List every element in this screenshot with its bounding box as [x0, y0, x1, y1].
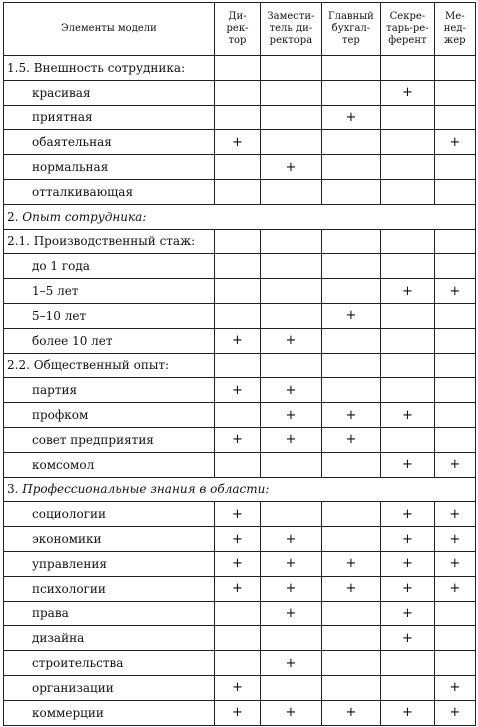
mark-cell: + [321, 551, 381, 576]
mark-cell [321, 626, 381, 651]
mark-cell [321, 527, 381, 552]
table-row [4, 105, 476, 130]
table-row [4, 353, 476, 378]
mark-cell: + [214, 700, 260, 725]
mark-cell: + [261, 551, 322, 576]
mark-cell: + [434, 576, 475, 601]
mark-cell [214, 601, 260, 626]
table-row [4, 328, 476, 353]
table-row [4, 427, 476, 452]
header-position-4: Секре- тарь-ре- ферент [381, 3, 434, 56]
mark-cell: + [381, 279, 434, 304]
mark-cell [321, 80, 381, 105]
table-row [4, 452, 476, 477]
mark-cell: + [381, 626, 434, 651]
mark-cell: + [261, 328, 322, 353]
header-model-elements: Элементы модели [4, 3, 215, 56]
table-row [4, 551, 476, 576]
mark-cell [261, 626, 322, 651]
mark-cell [261, 254, 322, 279]
row-item-label: управления [4, 551, 215, 576]
mark-cell [261, 502, 322, 527]
table-row [4, 378, 476, 403]
table-row [4, 155, 476, 180]
table-row [4, 179, 476, 204]
table-row [4, 56, 476, 81]
mark-cell [321, 353, 381, 378]
mark-cell [381, 353, 434, 378]
mark-cell [214, 353, 260, 378]
row-section-label [4, 204, 476, 229]
mark-cell [434, 651, 475, 676]
row-item-label: 1–5 лет [4, 279, 215, 304]
mark-cell: + [261, 700, 322, 725]
row-item-label: 5–10 лет [4, 303, 215, 328]
mark-cell [214, 626, 260, 651]
mark-cell [214, 303, 260, 328]
mark-cell [321, 155, 381, 180]
header-position-2: Замести- тель ди- ректора [261, 3, 322, 56]
row-section-label: 1.5. Внешность сотрудника: [4, 56, 215, 81]
table-row [4, 651, 476, 676]
mark-cell [321, 130, 381, 155]
mark-cell: + [261, 576, 322, 601]
header-position-1: Ди- рек- тор [214, 3, 260, 56]
mark-cell [261, 279, 322, 304]
mark-cell [214, 105, 260, 130]
mark-cell: + [381, 551, 434, 576]
mark-cell: + [214, 551, 260, 576]
mark-cell [381, 155, 434, 180]
mark-cell [261, 303, 322, 328]
mark-cell [321, 452, 381, 477]
mark-cell [261, 56, 322, 81]
row-item-label: до 1 года [4, 254, 215, 279]
mark-cell [381, 105, 434, 130]
mark-cell [381, 229, 434, 254]
mark-cell [434, 254, 475, 279]
mark-cell [261, 229, 322, 254]
mark-cell: + [321, 403, 381, 428]
table-row [4, 130, 476, 155]
mark-cell [321, 502, 381, 527]
row-item-label: совет предприятия [4, 427, 215, 452]
mark-cell [261, 105, 322, 130]
row-item-label: приятная [4, 105, 215, 130]
mark-cell [214, 452, 260, 477]
mark-cell: + [214, 378, 260, 403]
row-item-label: экономики [4, 527, 215, 552]
table-row [4, 626, 476, 651]
mark-cell [261, 353, 322, 378]
row-item-label: социологии [4, 502, 215, 527]
mark-cell: + [381, 403, 434, 428]
mark-cell [434, 303, 475, 328]
mark-cell [321, 279, 381, 304]
mark-cell [434, 179, 475, 204]
mark-cell [434, 378, 475, 403]
row-item-label: обаятельная [4, 130, 215, 155]
section-title: Опыт сотрудника: [22, 209, 147, 224]
mark-cell [261, 80, 322, 105]
mark-cell [434, 229, 475, 254]
mark-cell [321, 601, 381, 626]
row-section-label: 2.2. Общественный опыт: [4, 353, 215, 378]
mark-cell: + [321, 700, 381, 725]
row-item-label: нормальная [4, 155, 215, 180]
row-item-label: партия [4, 378, 215, 403]
mark-cell [434, 353, 475, 378]
mark-cell: + [261, 601, 322, 626]
mark-cell [214, 80, 260, 105]
mark-cell: + [434, 675, 475, 700]
mark-cell [381, 675, 434, 700]
header-position-3: Главный бухгал- тер [321, 3, 381, 56]
mark-cell: + [321, 427, 381, 452]
row-item-label: коммерции [4, 700, 215, 725]
table-row [4, 576, 476, 601]
mark-cell [321, 254, 381, 279]
mark-cell [214, 254, 260, 279]
mark-cell: + [434, 502, 475, 527]
mark-cell [321, 328, 381, 353]
row-item-label: строительства [4, 651, 215, 676]
mark-cell: + [214, 427, 260, 452]
row-item-label: отталкивающая [4, 179, 215, 204]
mark-cell: + [381, 452, 434, 477]
mark-cell: + [381, 700, 434, 725]
mark-cell [381, 651, 434, 676]
section-title: Профессиональные знания в области: [22, 482, 270, 497]
mark-cell [381, 328, 434, 353]
table-row [4, 254, 476, 279]
mark-cell: + [261, 403, 322, 428]
row-item-label: более 10 лет [4, 328, 215, 353]
row-item-label: профком [4, 403, 215, 428]
mark-cell: + [214, 675, 260, 700]
mark-cell: + [321, 303, 381, 328]
mark-cell: + [381, 576, 434, 601]
row-item-label: комсомол [4, 452, 215, 477]
mark-cell [214, 179, 260, 204]
row-item-label: красивая [4, 80, 215, 105]
mark-cell [434, 403, 475, 428]
mark-cell: + [261, 427, 322, 452]
mark-cell: + [261, 378, 322, 403]
mark-cell [381, 130, 434, 155]
mark-cell [434, 601, 475, 626]
table-row [4, 527, 476, 552]
row-section-label: 2.1. Производственный стаж: [4, 229, 215, 254]
mark-cell [261, 675, 322, 700]
mark-cell [214, 56, 260, 81]
mark-cell [321, 651, 381, 676]
row-item-label: дизайна [4, 626, 215, 651]
mark-cell: + [434, 527, 475, 552]
mark-cell [381, 56, 434, 81]
mark-cell: + [434, 700, 475, 725]
mark-cell [214, 651, 260, 676]
mark-cell [261, 130, 322, 155]
mark-cell [381, 303, 434, 328]
mark-cell [321, 229, 381, 254]
mark-cell: + [381, 527, 434, 552]
table-row [4, 502, 476, 527]
mark-cell [321, 675, 381, 700]
mark-cell: + [434, 452, 475, 477]
mark-cell [434, 56, 475, 81]
mark-cell [214, 403, 260, 428]
row-item-label: психологии [4, 576, 215, 601]
mark-cell [434, 427, 475, 452]
mark-cell: + [214, 130, 260, 155]
mark-cell [321, 179, 381, 204]
mark-cell [434, 105, 475, 130]
mark-cell: + [381, 502, 434, 527]
mark-cell [381, 427, 434, 452]
mark-cell [434, 626, 475, 651]
row-item-label: организации [4, 675, 215, 700]
mark-cell: + [214, 328, 260, 353]
mark-cell [321, 56, 381, 81]
mark-cell: + [321, 576, 381, 601]
mark-cell: + [261, 155, 322, 180]
mark-cell [261, 179, 322, 204]
table-row [4, 303, 476, 328]
mark-cell: + [214, 502, 260, 527]
table-body [4, 56, 476, 726]
table-row [4, 229, 476, 254]
table-row [4, 403, 476, 428]
mark-cell [321, 378, 381, 403]
table-row [4, 601, 476, 626]
mark-cell [434, 328, 475, 353]
mark-cell: + [434, 551, 475, 576]
mark-cell [434, 155, 475, 180]
mark-cell: + [261, 527, 322, 552]
mark-cell [381, 254, 434, 279]
mark-cell [434, 80, 475, 105]
mark-cell: + [214, 527, 260, 552]
section-number: 2. [7, 209, 23, 224]
table-row [4, 80, 476, 105]
header-row [4, 3, 476, 56]
mark-cell [214, 229, 260, 254]
model-elements-table [3, 2, 476, 726]
section-number: 3. [7, 482, 23, 497]
mark-cell [381, 179, 434, 204]
mark-cell: + [381, 601, 434, 626]
mark-cell: + [434, 279, 475, 304]
mark-cell: + [434, 130, 475, 155]
mark-cell: + [214, 576, 260, 601]
mark-cell [214, 155, 260, 180]
table-row [4, 675, 476, 700]
table-row [4, 279, 476, 304]
table-row [4, 700, 476, 725]
mark-cell: + [381, 80, 434, 105]
table-row [4, 477, 476, 502]
mark-cell: + [321, 105, 381, 130]
row-section-label [4, 477, 476, 502]
mark-cell [214, 279, 260, 304]
mark-cell: + [261, 651, 322, 676]
header-position-5: Ме- нед- жер [434, 3, 475, 56]
table-row [4, 204, 476, 229]
mark-cell [381, 378, 434, 403]
row-item-label: права [4, 601, 215, 626]
mark-cell [261, 452, 322, 477]
